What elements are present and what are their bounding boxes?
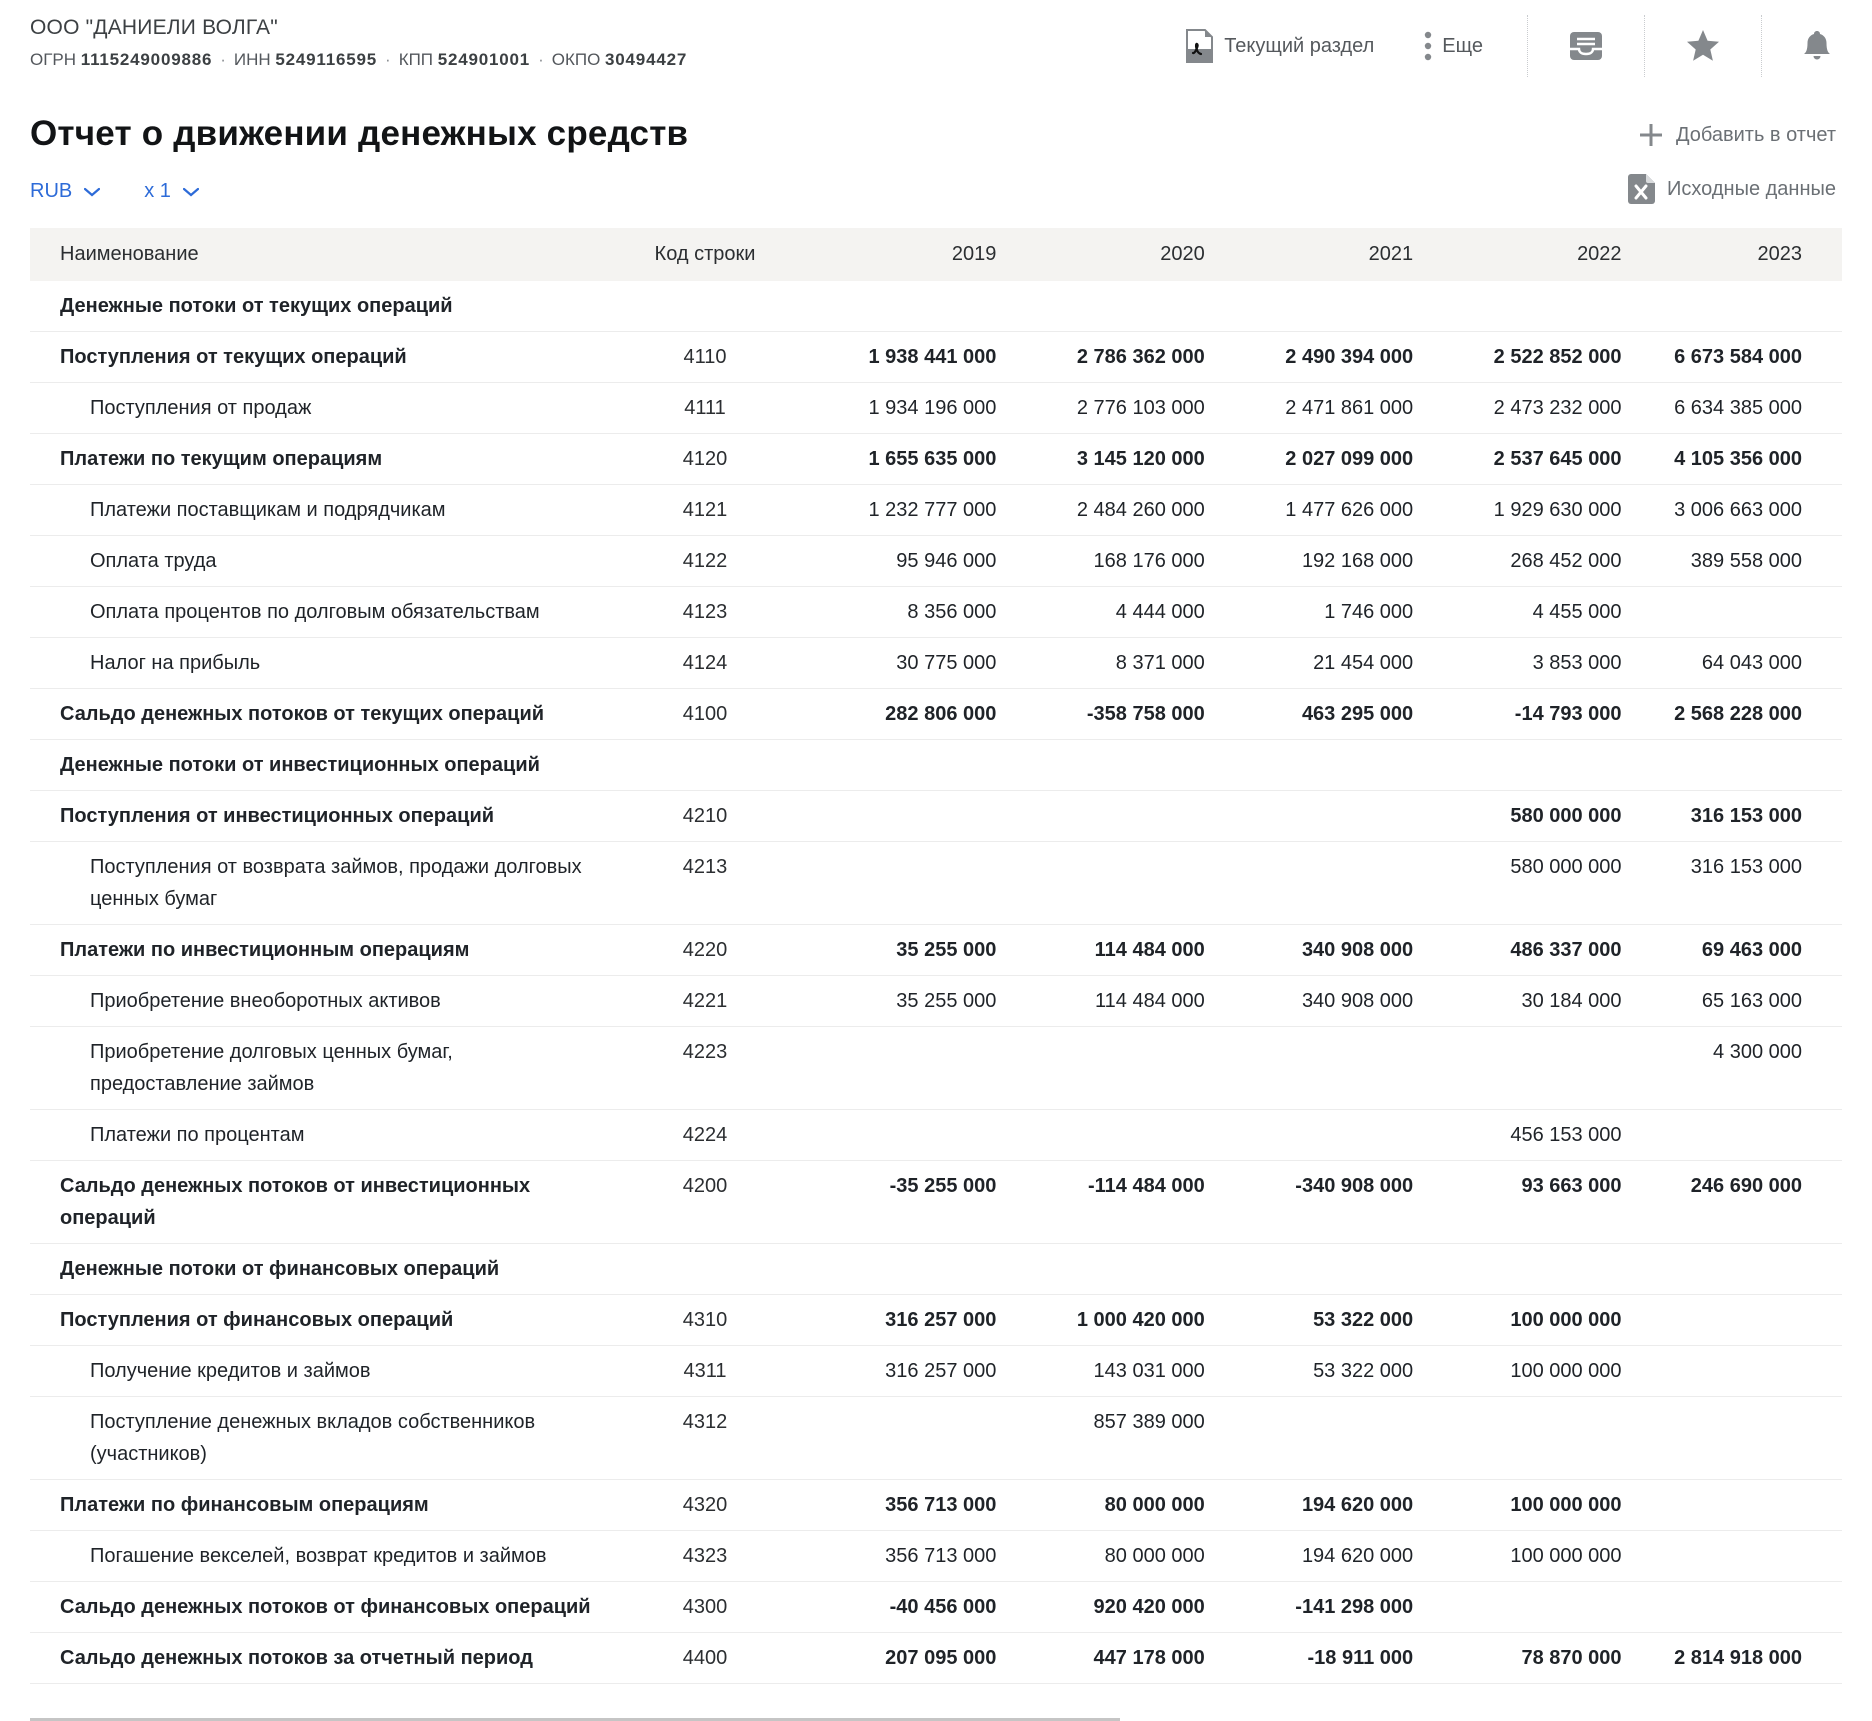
row-value: -340 908 000 <box>1217 1161 1425 1244</box>
row-value: 2 473 232 000 <box>1425 383 1633 434</box>
table-row <box>30 1027 1842 1110</box>
report-actions <box>1628 114 1836 204</box>
row-value: 80 000 000 <box>1008 1480 1216 1531</box>
row-code: 4200 <box>610 1161 800 1244</box>
company-info <box>30 14 687 70</box>
row-code: 4223 <box>610 1027 800 1110</box>
chevron-down-icon <box>183 187 199 197</box>
row-value: 6 673 584 000 <box>1634 332 1842 383</box>
row-value: 35 255 000 <box>800 925 1008 976</box>
row-value: 100 000 000 <box>1425 1531 1633 1582</box>
table-row <box>30 332 1842 383</box>
row-name: Денежные потоки от текущих операций <box>30 281 610 332</box>
row-name: Приобретение внеоборотных активов <box>30 976 610 1027</box>
row-code: 4213 <box>610 842 800 925</box>
row-value <box>1425 1582 1633 1633</box>
table-body <box>30 281 1842 1684</box>
table-row <box>30 925 1842 976</box>
row-value: 1 929 630 000 <box>1425 485 1633 536</box>
row-name: Поступления от финансовых операций <box>30 1295 610 1346</box>
chevron-down-icon <box>84 187 100 197</box>
row-value: 1 746 000 <box>1217 587 1425 638</box>
table-row <box>30 638 1842 689</box>
row-value: 30 775 000 <box>800 638 1008 689</box>
row-value: 2 490 394 000 <box>1217 332 1425 383</box>
section-row <box>30 281 1842 332</box>
row-code: 4323 <box>610 1531 800 1582</box>
bell-icon <box>1802 29 1832 63</box>
row-code: 4220 <box>610 925 800 976</box>
row-name: Платежи поставщикам и подрядчикам <box>30 485 610 536</box>
row-value: 1 232 777 000 <box>800 485 1008 536</box>
row-value: 486 337 000 <box>1425 925 1633 976</box>
column-header-2022: 2022 <box>1425 228 1633 281</box>
row-value <box>1634 1480 1842 1531</box>
row-value: -35 255 000 <box>800 1161 1008 1244</box>
controls-row <box>30 180 688 203</box>
section-row <box>30 1244 1842 1295</box>
row-name: Оплата процентов по долговым обязательствам <box>30 587 610 638</box>
row-value: 2 776 103 000 <box>1008 383 1216 434</box>
row-value <box>1217 740 1425 791</box>
table-row <box>30 383 1842 434</box>
row-value <box>1217 281 1425 332</box>
row-value: 268 452 000 <box>1425 536 1633 587</box>
source-data-label: Исходные данные <box>1667 177 1836 200</box>
row-name: Поступления от инвестиционных операций <box>30 791 610 842</box>
more-label: Еще <box>1442 34 1483 57</box>
row-value: 53 322 000 <box>1217 1346 1425 1397</box>
row-value <box>1425 1397 1633 1480</box>
favorites-button[interactable] <box>1645 29 1761 63</box>
row-code: 4320 <box>610 1480 800 1531</box>
row-value <box>1634 1295 1842 1346</box>
row-code: 4312 <box>610 1397 800 1480</box>
row-code: 4224 <box>610 1110 800 1161</box>
row-value: 246 690 000 <box>1634 1161 1842 1244</box>
row-value: 8 371 000 <box>1008 638 1216 689</box>
inbox-icon <box>1568 30 1604 62</box>
row-value: 316 257 000 <box>800 1346 1008 1397</box>
table-row <box>30 1582 1842 1633</box>
row-name: Оплата труда <box>30 536 610 587</box>
row-value: 100 000 000 <box>1425 1346 1633 1397</box>
row-value <box>1634 587 1842 638</box>
cashflow-table <box>30 228 1842 1684</box>
row-code: 4400 <box>610 1633 800 1684</box>
current-section-button[interactable] <box>1166 29 1392 63</box>
row-value <box>1217 791 1425 842</box>
row-name: Получение кредитов и займов <box>30 1346 610 1397</box>
row-value <box>1008 740 1216 791</box>
row-value <box>1008 842 1216 925</box>
row-value: 93 663 000 <box>1425 1161 1633 1244</box>
row-value <box>1425 1027 1633 1110</box>
meta-value: 524901001 <box>437 50 531 69</box>
row-value: 1 655 635 000 <box>800 434 1008 485</box>
add-to-report-button[interactable] <box>1638 122 1836 148</box>
table-row <box>30 536 1842 587</box>
row-code: 4100 <box>610 689 800 740</box>
row-value: 1 938 441 000 <box>800 332 1008 383</box>
row-value: 21 454 000 <box>1217 638 1425 689</box>
row-value <box>800 842 1008 925</box>
table-row <box>30 587 1842 638</box>
pdf-icon <box>1184 29 1214 63</box>
row-value: 35 255 000 <box>800 976 1008 1027</box>
row-value: -141 298 000 <box>1217 1582 1425 1633</box>
multiplier-select[interactable] <box>144 180 199 203</box>
meta-value: 30494427 <box>605 50 688 69</box>
row-value: -358 758 000 <box>1008 689 1216 740</box>
column-header-2021: 2021 <box>1217 228 1425 281</box>
row-value <box>800 281 1008 332</box>
row-code: 4221 <box>610 976 800 1027</box>
meta-value: 1115249009886 <box>80 50 213 69</box>
column-header-name: Наименование <box>30 228 610 281</box>
row-value: 456 153 000 <box>1425 1110 1633 1161</box>
currency-value: RUB <box>30 180 73 202</box>
row-value: 2 786 362 000 <box>1008 332 1216 383</box>
row-value: 316 153 000 <box>1634 791 1842 842</box>
row-name: Денежные потоки от финансовых операций <box>30 1244 610 1295</box>
row-value: 580 000 000 <box>1425 842 1633 925</box>
row-value <box>1425 281 1633 332</box>
table-row <box>30 1295 1842 1346</box>
row-value: 3 006 663 000 <box>1634 485 1842 536</box>
row-value <box>800 740 1008 791</box>
row-value: -14 793 000 <box>1425 689 1633 740</box>
table-row <box>30 1110 1842 1161</box>
row-value <box>1634 281 1842 332</box>
row-value: 1 477 626 000 <box>1217 485 1425 536</box>
row-value: 2 484 260 000 <box>1008 485 1216 536</box>
row-value: 920 420 000 <box>1008 1582 1216 1633</box>
row-value: 356 713 000 <box>800 1480 1008 1531</box>
row-value <box>1425 740 1633 791</box>
inbox-button[interactable] <box>1528 30 1644 62</box>
row-value <box>800 1110 1008 1161</box>
row-value <box>1634 1531 1842 1582</box>
row-code: 4300 <box>610 1582 800 1633</box>
row-value: 194 620 000 <box>1217 1531 1425 1582</box>
page-title: Отчет о движении денежных средств <box>30 114 689 153</box>
row-value: 78 870 000 <box>1425 1633 1633 1684</box>
row-value: 6 634 385 000 <box>1634 383 1842 434</box>
row-value: 340 908 000 <box>1217 925 1425 976</box>
section-row <box>30 740 1842 791</box>
row-name: Сальдо денежных потоков от финансовых операций <box>30 1582 610 1633</box>
row-value: 65 163 000 <box>1634 976 1842 1027</box>
table-row <box>30 976 1842 1027</box>
row-value: 4 444 000 <box>1008 587 1216 638</box>
row-value <box>1217 1397 1425 1480</box>
row-value: 340 908 000 <box>1217 976 1425 1027</box>
row-value: 1 934 196 000 <box>800 383 1008 434</box>
row-value: 4 105 356 000 <box>1634 434 1842 485</box>
row-name: Поступление денежных вкладов собственников (участников) <box>30 1397 610 1480</box>
row-value: 53 322 000 <box>1217 1295 1425 1346</box>
multiplier-value: x 1 <box>144 180 171 202</box>
row-value: 80 000 000 <box>1008 1531 1216 1582</box>
row-value: 30 184 000 <box>1425 976 1633 1027</box>
row-value <box>1634 1397 1842 1480</box>
row-value <box>1008 791 1216 842</box>
row-value: 2 568 228 000 <box>1634 689 1842 740</box>
row-code: 4124 <box>610 638 800 689</box>
row-value: 69 463 000 <box>1634 925 1842 976</box>
row-value <box>800 1244 1008 1295</box>
row-value <box>1008 1027 1216 1110</box>
row-value: 192 168 000 <box>1217 536 1425 587</box>
table-row <box>30 434 1842 485</box>
row-value: 100 000 000 <box>1425 1480 1633 1531</box>
row-value: -18 911 000 <box>1217 1633 1425 1684</box>
row-value <box>1634 1346 1842 1397</box>
currency-select[interactable] <box>30 180 100 203</box>
meta-label: ИНН <box>233 50 271 69</box>
row-code: 4121 <box>610 485 800 536</box>
column-header-code: Код строки <box>610 228 800 281</box>
row-value <box>1008 281 1216 332</box>
row-name: Погашение векселей, возврат кредитов и займов <box>30 1531 610 1582</box>
row-name: Платежи по инвестиционным операциям <box>30 925 610 976</box>
row-name: Денежные потоки от инвестиционных операций <box>30 740 610 791</box>
row-value: 389 558 000 <box>1634 536 1842 587</box>
row-value: 1 000 420 000 <box>1008 1295 1216 1346</box>
row-value <box>1425 1244 1633 1295</box>
column-header-2019: 2019 <box>800 228 1008 281</box>
row-name: Платежи по финансовым операциям <box>30 1480 610 1531</box>
row-value: 4 455 000 <box>1425 587 1633 638</box>
row-value <box>1634 740 1842 791</box>
table-row <box>30 689 1842 740</box>
row-code: 4122 <box>610 536 800 587</box>
top-actions <box>1166 14 1844 78</box>
row-code: 4111 <box>610 383 800 434</box>
row-value <box>800 1027 1008 1110</box>
row-name: Поступления от текущих операций <box>30 332 610 383</box>
row-value: 143 031 000 <box>1008 1346 1216 1397</box>
table-row <box>30 1161 1842 1244</box>
excel-icon <box>1628 174 1655 204</box>
row-value: 194 620 000 <box>1217 1480 1425 1531</box>
row-value: 2 814 918 000 <box>1634 1633 1842 1684</box>
company-name: ООО "ДАНИЕЛИ ВОЛГА" <box>30 16 278 39</box>
table-row <box>30 1531 1842 1582</box>
row-value <box>1634 1244 1842 1295</box>
row-value: 463 295 000 <box>1217 689 1425 740</box>
row-value: 100 000 000 <box>1425 1295 1633 1346</box>
row-name: Приобретение долговых ценных бумаг, предоставление займов <box>30 1027 610 1110</box>
add-to-report-label: Добавить в отчет <box>1675 123 1836 146</box>
row-value: 356 713 000 <box>800 1531 1008 1582</box>
row-name: Платежи по текущим операциям <box>30 434 610 485</box>
row-value: 2 522 852 000 <box>1425 332 1633 383</box>
row-value: 580 000 000 <box>1425 791 1633 842</box>
row-value: -40 456 000 <box>800 1582 1008 1633</box>
row-name: Сальдо денежных потоков от текущих операций <box>30 689 610 740</box>
row-value: 2 027 099 000 <box>1217 434 1425 485</box>
row-value: 8 356 000 <box>800 587 1008 638</box>
row-value: 2 537 645 000 <box>1425 434 1633 485</box>
cashflow-table-wrap <box>0 204 1872 1684</box>
table-row <box>30 1346 1842 1397</box>
row-value <box>1634 1110 1842 1161</box>
current-section-label: Текущий раздел <box>1224 34 1375 57</box>
row-value: 3 853 000 <box>1425 638 1633 689</box>
row-value: 2 471 861 000 <box>1217 383 1425 434</box>
row-name: Сальдо денежных потоков за отчетный период <box>30 1633 610 1684</box>
row-value: 316 257 000 <box>800 1295 1008 1346</box>
row-name: Поступления от возврата займов, продажи долговых ценных бумаг <box>30 842 610 925</box>
row-value: 114 484 000 <box>1008 976 1216 1027</box>
row-value: 857 389 000 <box>1008 1397 1216 1480</box>
row-value <box>1008 1244 1216 1295</box>
row-value: 3 145 120 000 <box>1008 434 1216 485</box>
row-value: 447 178 000 <box>1008 1633 1216 1684</box>
column-header-2023: 2023 <box>1634 228 1842 281</box>
row-value: 95 946 000 <box>800 536 1008 587</box>
source-data-button[interactable] <box>1628 174 1836 204</box>
row-value: 316 153 000 <box>1634 842 1842 925</box>
row-name: Поступления от продаж <box>30 383 610 434</box>
row-value: 282 806 000 <box>800 689 1008 740</box>
row-value: -114 484 000 <box>1008 1161 1216 1244</box>
column-header-2020: 2020 <box>1008 228 1216 281</box>
table-row <box>30 485 1842 536</box>
table-header <box>30 228 1842 281</box>
row-code: 4311 <box>610 1346 800 1397</box>
table-row <box>30 1480 1842 1531</box>
table-row <box>30 1397 1842 1480</box>
row-name: Налог на прибыль <box>30 638 610 689</box>
table-row <box>30 1633 1842 1684</box>
kebab-dots-icon <box>1424 30 1432 62</box>
row-value: 114 484 000 <box>1008 925 1216 976</box>
top-bar <box>0 0 1872 88</box>
row-code: 4310 <box>610 1295 800 1346</box>
star-icon <box>1685 29 1721 63</box>
row-code: 4210 <box>610 791 800 842</box>
meta-label: КПП <box>398 50 434 69</box>
row-value <box>1217 1110 1425 1161</box>
table-row <box>30 842 1842 925</box>
company-meta <box>30 50 687 70</box>
row-code <box>610 281 800 332</box>
row-code <box>610 1244 800 1295</box>
row-value <box>800 1397 1008 1480</box>
meta-label: ОКПО <box>551 50 601 69</box>
table-row <box>30 791 1842 842</box>
plus-icon <box>1638 122 1664 148</box>
notifications-button[interactable] <box>1762 29 1844 63</box>
row-value: 207 095 000 <box>800 1633 1008 1684</box>
row-value: 4 300 000 <box>1634 1027 1842 1110</box>
row-code <box>610 740 800 791</box>
row-value <box>1008 1110 1216 1161</box>
row-value <box>1217 1027 1425 1110</box>
row-value <box>1634 1582 1842 1633</box>
row-value <box>1217 1244 1425 1295</box>
row-value <box>800 791 1008 842</box>
row-value: 64 043 000 <box>1634 638 1842 689</box>
row-value: 168 176 000 <box>1008 536 1216 587</box>
row-value <box>1217 842 1425 925</box>
more-button[interactable] <box>1406 30 1501 62</box>
meta-label: ОГРН <box>30 50 77 69</box>
row-code: 4120 <box>610 434 800 485</box>
row-name: Сальдо денежных потоков от инвестиционных операций <box>30 1161 610 1244</box>
meta-value: 5249116595 <box>275 50 378 69</box>
row-name: Платежи по процентам <box>30 1110 610 1161</box>
row-code: 4123 <box>610 587 800 638</box>
row-code: 4110 <box>610 332 800 383</box>
title-block <box>0 88 1872 204</box>
